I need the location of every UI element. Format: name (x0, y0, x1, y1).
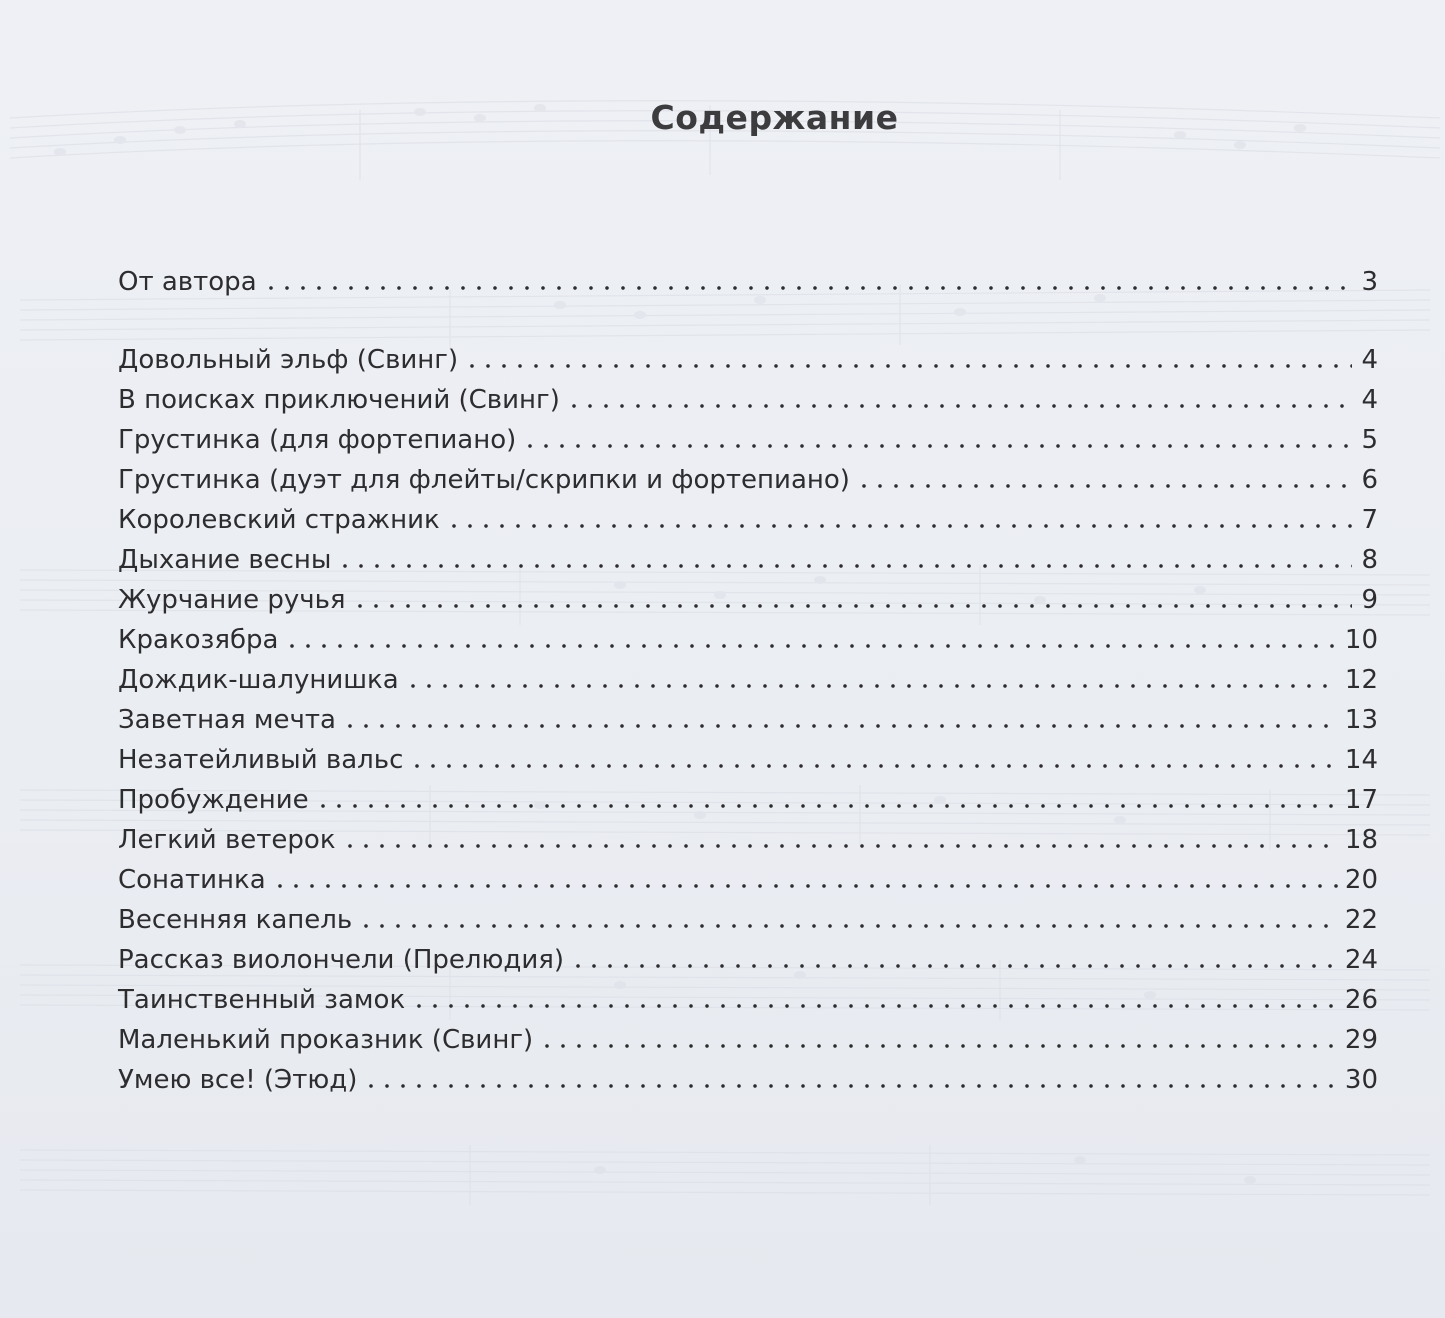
toc-entry[interactable] (118, 540, 1378, 580)
toc-entry-page: 24 (1344, 945, 1378, 975)
toc-entry-page: 29 (1344, 1025, 1378, 1055)
toc-entry-page: 26 (1344, 985, 1378, 1015)
toc-entry-title: Журчание ручья (118, 585, 346, 615)
dot-leader (263, 286, 1352, 290)
dot-leader (446, 524, 1352, 528)
dot-leader (342, 724, 1339, 728)
dot-leader (337, 564, 1352, 568)
toc-entry-title: Таинственный замок (118, 985, 406, 1015)
toc-entry[interactable] (118, 980, 1378, 1020)
dot-leader (342, 844, 1339, 848)
toc-entry-title: Незатейливый вальс (118, 745, 404, 775)
dot-leader (272, 884, 1339, 888)
toc-entry-title: Грустинка (дуэт для флейты/скрипки и фортепиано) (118, 465, 850, 495)
toc-entry-page: 17 (1344, 785, 1378, 815)
toc-entry-page: 14 (1344, 745, 1378, 775)
dot-leader (409, 764, 1339, 768)
dot-leader (464, 364, 1352, 368)
toc-entry[interactable] (118, 940, 1378, 980)
toc-entry[interactable] (118, 420, 1378, 460)
toc-entry-page: 30 (1344, 1065, 1378, 1095)
dot-leader (570, 964, 1339, 968)
toc-entry-title: В поисках приключений (Свинг) (118, 385, 560, 415)
toc-entry[interactable] (118, 460, 1378, 500)
table-of-contents (118, 262, 1378, 1100)
toc-entry-page: 8 (1361, 545, 1378, 575)
toc-entry-title: Довольный эльф (Свинг) (118, 345, 459, 375)
toc-entry-page: 20 (1344, 865, 1378, 895)
dot-leader (352, 604, 1352, 608)
toc-entry-title: Королевский стражник (118, 505, 440, 535)
toc-entry[interactable] (118, 900, 1378, 940)
dot-leader (358, 924, 1339, 928)
toc-entry-title: Рассказ виолончели (Прелюдия) (118, 945, 565, 975)
toc-entry-title: Дождик-шалунишка (118, 665, 399, 695)
toc-entry[interactable] (118, 340, 1378, 380)
toc-entry-page: 6 (1361, 465, 1378, 495)
dot-leader (539, 1044, 1339, 1048)
dot-leader (566, 404, 1352, 408)
toc-entry[interactable] (118, 860, 1378, 900)
toc-entry[interactable] (118, 620, 1378, 660)
toc-entry[interactable] (118, 262, 1378, 302)
toc-entry[interactable] (118, 700, 1378, 740)
dot-leader (411, 1004, 1339, 1008)
dot-leader (363, 1084, 1339, 1088)
toc-entry[interactable] (118, 580, 1378, 620)
toc-entry-page: 22 (1344, 905, 1378, 935)
toc-entry-page: 12 (1344, 665, 1378, 695)
toc-entry[interactable] (118, 780, 1378, 820)
toc-entry-title: От автора (118, 267, 257, 297)
toc-entry[interactable] (118, 1020, 1378, 1060)
toc-entry-title: Грустинка (для фортепиано) (118, 425, 517, 455)
toc-entry-title: Кракозябра (118, 625, 279, 655)
toc-entry[interactable] (118, 660, 1378, 700)
toc-entry-page: 4 (1361, 345, 1378, 375)
toc-entry-title: Легкий ветерок (118, 825, 336, 855)
toc-entry-title: Заветная мечта (118, 705, 336, 735)
toc-entry-title: Сонатинка (118, 865, 266, 895)
toc-entry-page: 10 (1344, 625, 1378, 655)
page-title: Содержание (650, 98, 899, 138)
toc-entry-title: Умею все! (Этюд) (118, 1065, 358, 1095)
toc-entry-page: 3 (1361, 267, 1378, 297)
toc-entry[interactable] (118, 740, 1378, 780)
toc-entry-page: 4 (1361, 385, 1378, 415)
toc-entry-title: Пробуждение (118, 785, 309, 815)
toc-entry-page: 18 (1344, 825, 1378, 855)
dot-leader (405, 684, 1339, 688)
dot-leader (856, 484, 1352, 488)
toc-entry[interactable] (118, 820, 1378, 860)
toc-entry-page: 13 (1344, 705, 1378, 735)
toc-entry[interactable] (118, 500, 1378, 540)
dot-leader (284, 644, 1338, 648)
toc-entry-title: Маленький проказник (Свинг) (118, 1025, 534, 1055)
dot-leader (522, 444, 1352, 448)
toc-entry[interactable] (118, 1060, 1378, 1100)
toc-entry-title: Дыхание весны (118, 545, 332, 575)
toc-entry-page: 9 (1361, 585, 1378, 615)
toc-entry-page: 5 (1361, 425, 1378, 455)
dot-leader (315, 804, 1339, 808)
toc-entry[interactable] (118, 380, 1378, 420)
toc-entry-title: Весенняя капель (118, 905, 353, 935)
toc-entry-page: 7 (1361, 505, 1378, 535)
